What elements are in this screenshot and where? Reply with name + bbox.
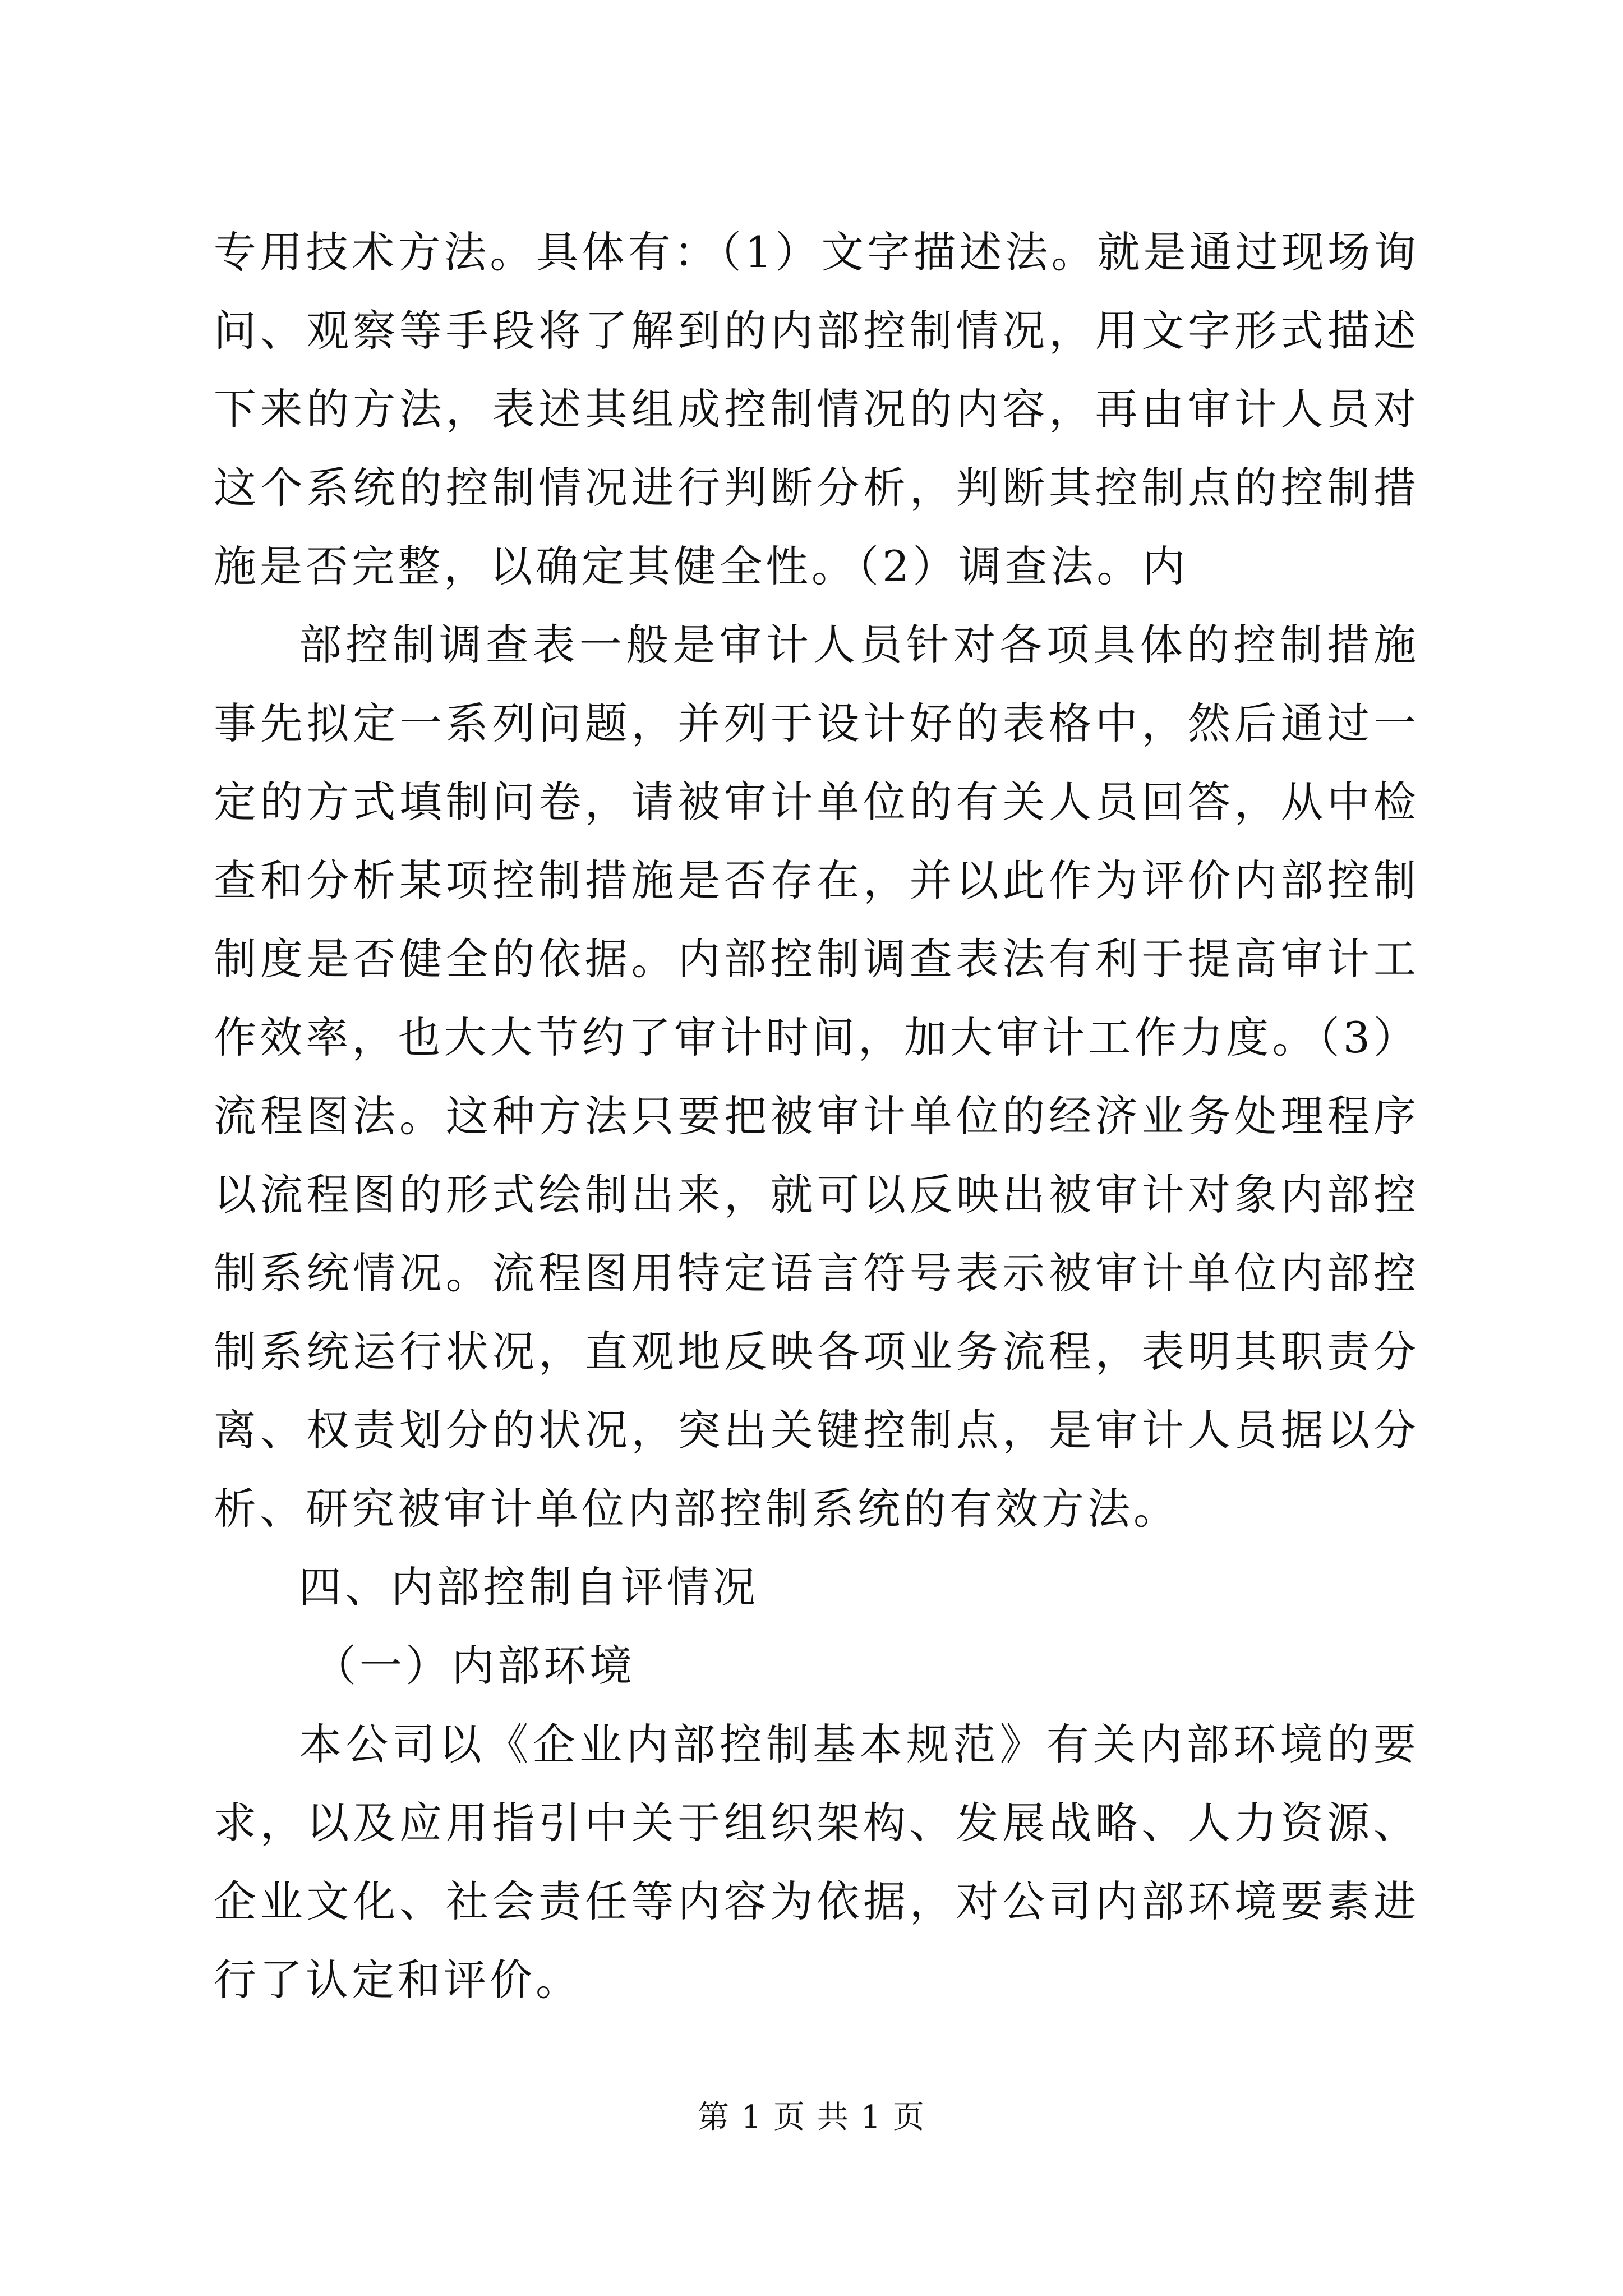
paragraph-methods: 专用技术方法。具体有：（1）文字描述法。就是通过现场询问、观察等手段将了解到的内部控制情况，用文字形式描述下来的方法，表述其组成控制情况的内容，再由审计人员对这个系统的控制情况进行判断分析，判断其控制点的控制措施是否完整，以确定其健全性。（2）调查法。内 xyxy=(214,227,1419,591)
document-body xyxy=(214,213,1419,2019)
subsection-heading-internal-environment: （一）内部环境 xyxy=(313,1641,635,1691)
page-number-footer: 第 1 页 共 1 页 xyxy=(697,2099,926,2136)
paragraph-internal-environment: 本公司以《企业内部控制基本规范》有关内部环境的要求，以及应用指引中关于组织架构、发展战略、人力资源、企业文化、社会责任等内容为依据，对公司内部环境要素进行了认定和评价。 xyxy=(214,1719,1419,2005)
paragraph-survey-and-flowchart: 部控制调查表一般是审计人员针对各项具体的控制措施事先拟定一系列问题，并列于设计好的表格中，然后通过一定的方式填制问卷，请被审计单位的有关人员回答，从中检查和分析某项控制措施是否存在，并以此作为评价内部控制制度是否健全的依据。内部控制调查表法有利于提高审计工作效率，也大大节约了审计时间，加大审计工作力度。（3）流程图法。这种方法只要把被审计单位的经济业务处理程序以流程图的形式绘制出来，就可以反映出被审计对象内部控制系统情况。流程图用特定语言符号表示被审计单位内部控制系统运行状况，直观地反映各项业务流程，表明其职责分离、权责划分的状况，突出关键控制点，是审计人员据以分析、研究被审计单位内部控制系统的有效方法。 xyxy=(214,620,1419,1534)
section-heading-self-assessment: 四、内部控制自评情况 xyxy=(299,1562,759,1612)
